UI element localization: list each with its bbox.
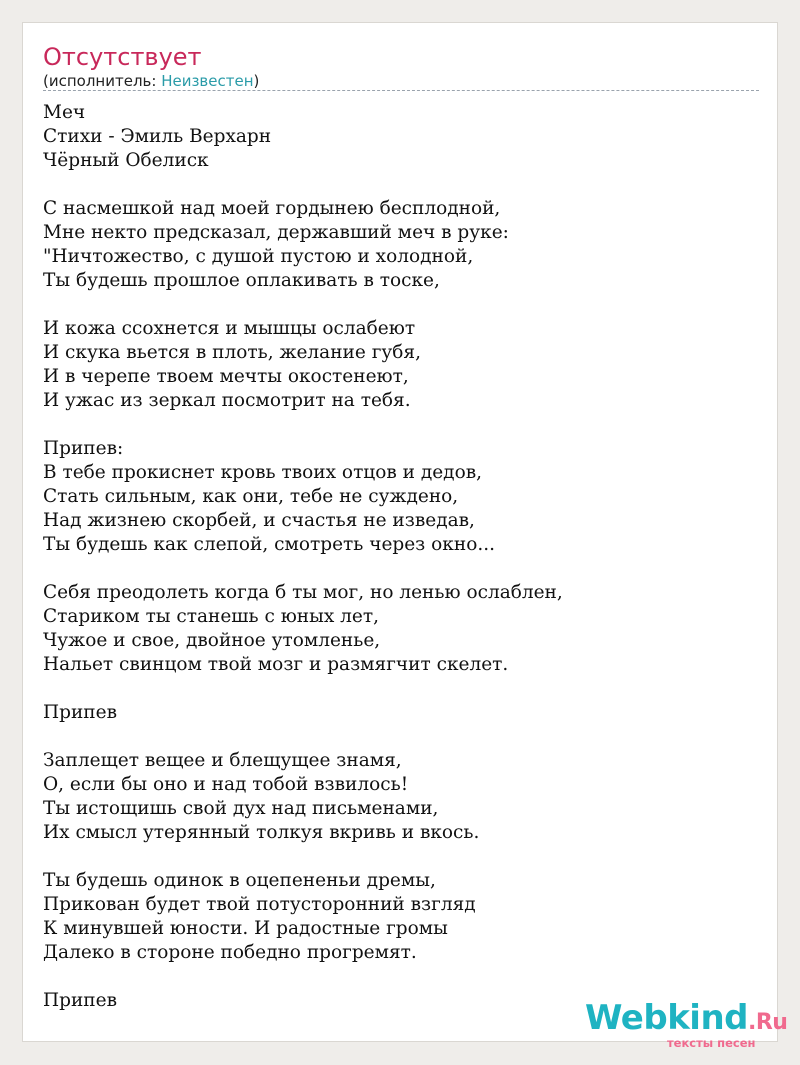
lyric-line: О, если бы оно и над тобой взвилось! (43, 774, 409, 795)
lyrics-card (22, 22, 788, 1050)
artist-suffix: ) (253, 72, 260, 90)
lyric-line (43, 557, 759, 581)
logo-subtitle: тексты песен (667, 1036, 756, 1050)
lyric-line: "Ничтожество, с душой пустою и холодной, (43, 246, 474, 267)
lyric-line: С насмешкой над моей гордынею бесплодной, (43, 198, 501, 219)
logo-tld: .Ru (748, 1010, 788, 1035)
lyric-line (43, 293, 759, 317)
lyric-line: Ты будешь прошлое оплакивать в тоске, (43, 270, 440, 291)
lyric-line: И скука вьется в плоть, желание губя, (43, 342, 421, 363)
lyric-line: Ты будешь как слепой, смотреть через окно... (43, 534, 495, 555)
title-divider (43, 90, 759, 91)
lyric-line: Заплещет вещее и блещущее знамя, (43, 750, 402, 771)
lyric-line: К минувшей юности. И радостные громы (43, 918, 448, 939)
artist-line (43, 71, 259, 91)
lyric-line (43, 173, 759, 197)
lyric-line: Мне некто предсказал, державший меч в руке: (43, 222, 509, 243)
lyric-line: Нальет свинцом твой мозг и размягчит скелет. (43, 654, 509, 675)
lyric-line (43, 413, 759, 437)
lyric-line: Их смысл утерянный толкуя вкривь и вкось. (43, 822, 480, 843)
lyric-line (43, 845, 759, 869)
lyric-line: Припев (43, 702, 117, 723)
lyric-line (43, 725, 759, 749)
lyric-line: Стихи - Эмиль Верхарн (43, 126, 272, 147)
lyric-line: Чужое и свое, двойное утомленье, (43, 630, 381, 651)
lyric-line: Ты истощишь свой дух над письменами, (43, 798, 439, 819)
lyric-line: Стать сильным, как они, тебе не суждено, (43, 486, 459, 507)
lyric-line (43, 677, 759, 701)
lyric-line: Припев (43, 990, 117, 1011)
lyric-line: Над жизнею скорбей, и счастья не изведав, (43, 510, 475, 531)
lyric-line: Чёрный Обелиск (43, 150, 209, 171)
lyric-line: Далеко в стороне победно прогремят. (43, 942, 417, 963)
site-logo[interactable] (585, 998, 795, 1048)
lyric-line: Стариком ты станешь с юных лет, (43, 606, 379, 627)
lyric-line: Припев: (43, 438, 124, 459)
lyric-line: Прикован будет твой потусторонний взгляд (43, 894, 476, 915)
lyric-line: И ужас из зеркал посмотрит на тебя. (43, 390, 411, 411)
lyrics-text (43, 101, 759, 1013)
artist-prefix: (исполнитель: (43, 72, 162, 90)
artist-link[interactable]: Неизвестен (161, 72, 254, 90)
song-title: Отсутствует (43, 43, 202, 71)
lyric-line: В тебе прокиснет кровь твоих отцов и дедов, (43, 462, 483, 483)
lyric-line: И в черепе твоем мечты окостенеют, (43, 366, 409, 387)
lyric-line: И кожа ссохнется и мышцы ослабеют (43, 318, 416, 339)
lyric-line (43, 965, 759, 989)
lyric-line: Меч (43, 102, 86, 123)
logo-name: Webkind (585, 998, 748, 1038)
lyric-line: Ты будешь одинок в оцепененьи дремы, (43, 870, 436, 891)
lyric-line: Себя преодолеть когда б ты мог, но ленью ослаблен, (43, 582, 563, 603)
